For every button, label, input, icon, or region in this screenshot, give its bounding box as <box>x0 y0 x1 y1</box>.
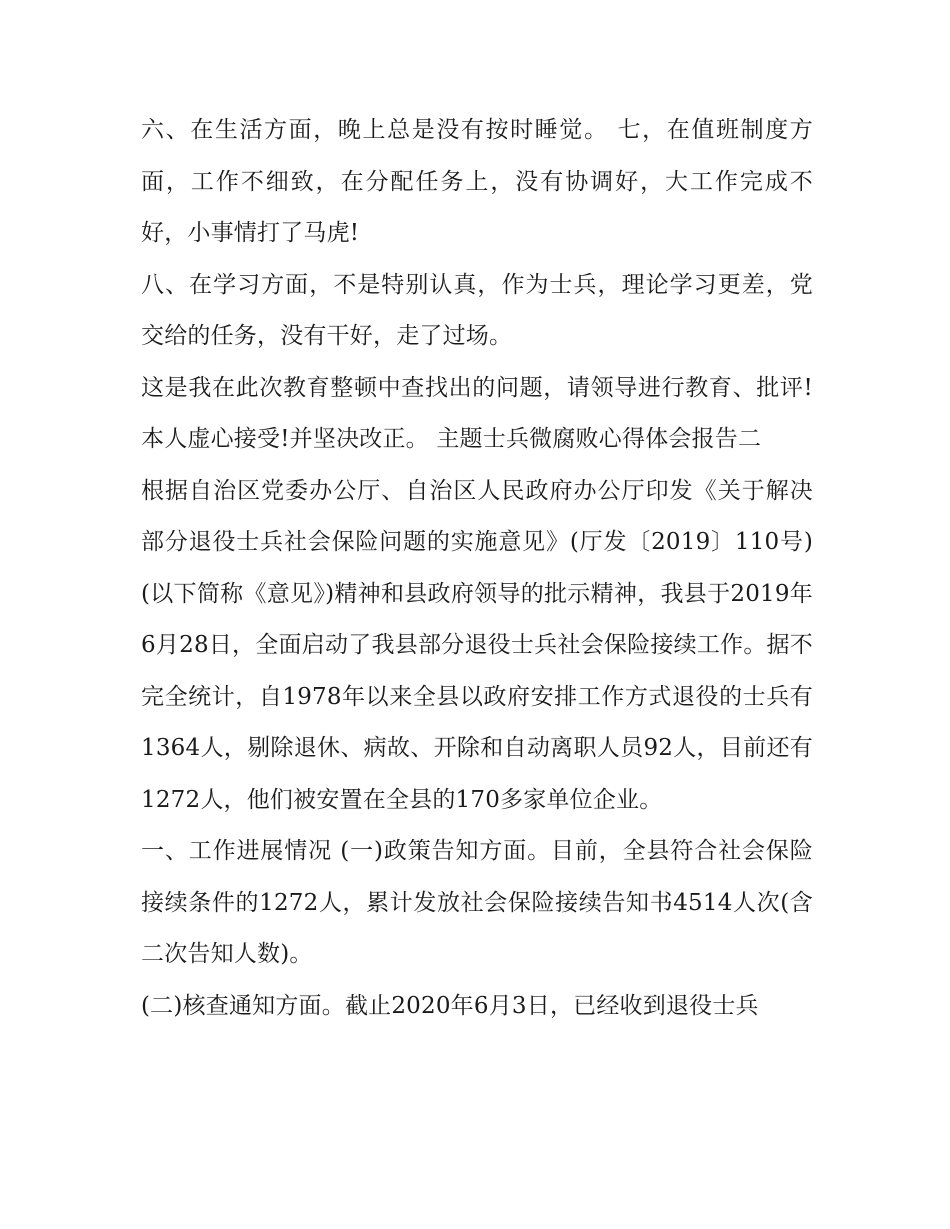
paragraph-verification-notice: (二)核查通知方面。截止2020年6月3日，已经收到退役士兵 <box>141 992 759 1019</box>
paragraph-study: 八、在学习方面，不是特别认真，作为士兵，理论学习更差，党交给的任务，没有干好，走了过场。 <box>141 271 813 349</box>
paragraph-background: 根据自治区党委办公厅、自治区人民政府办公厅印发《关于解决部分退役士兵社会保险问题的实施意见》(厅发〔2019〕110号)(以下简称《意见》)精神和县政府领导的批示精神，我县于2019年6月28日，全面启动了我县部分退役士兵社会保险接续工作。据不完全统计，自1978年以来全县以政府安排工作方式退役的士兵有1364人，剔除退休、病故、开除和自动离职人员92人，目前还有1272人，他们被安置在全县的170多家单位企业。 <box>141 477 813 813</box>
document-body <box>141 105 813 1032</box>
paragraph-life-and-duty: 六、在生活方面，晚上总是没有按时睡觉。 七，在值班制度方面，工作不细致，在分配任务上，没有协调好，大工作完成不好，小事情打了马虎! <box>141 117 813 246</box>
paragraph-conclusion-and-title: 这是我在此次教育整顿中查找出的问题，请领导进行教育、批评!本人虚心接受!并坚决改正。 主题士兵微腐败心得体会报告二 <box>141 374 813 452</box>
paragraph-progress-policy-notice: 一、工作进展情况 (一)政策告知方面。目前，全县符合社会保险接续条件的1272人，累计发放社会保险接续告知书4514人次(含二次告知人数)。 <box>141 838 813 967</box>
